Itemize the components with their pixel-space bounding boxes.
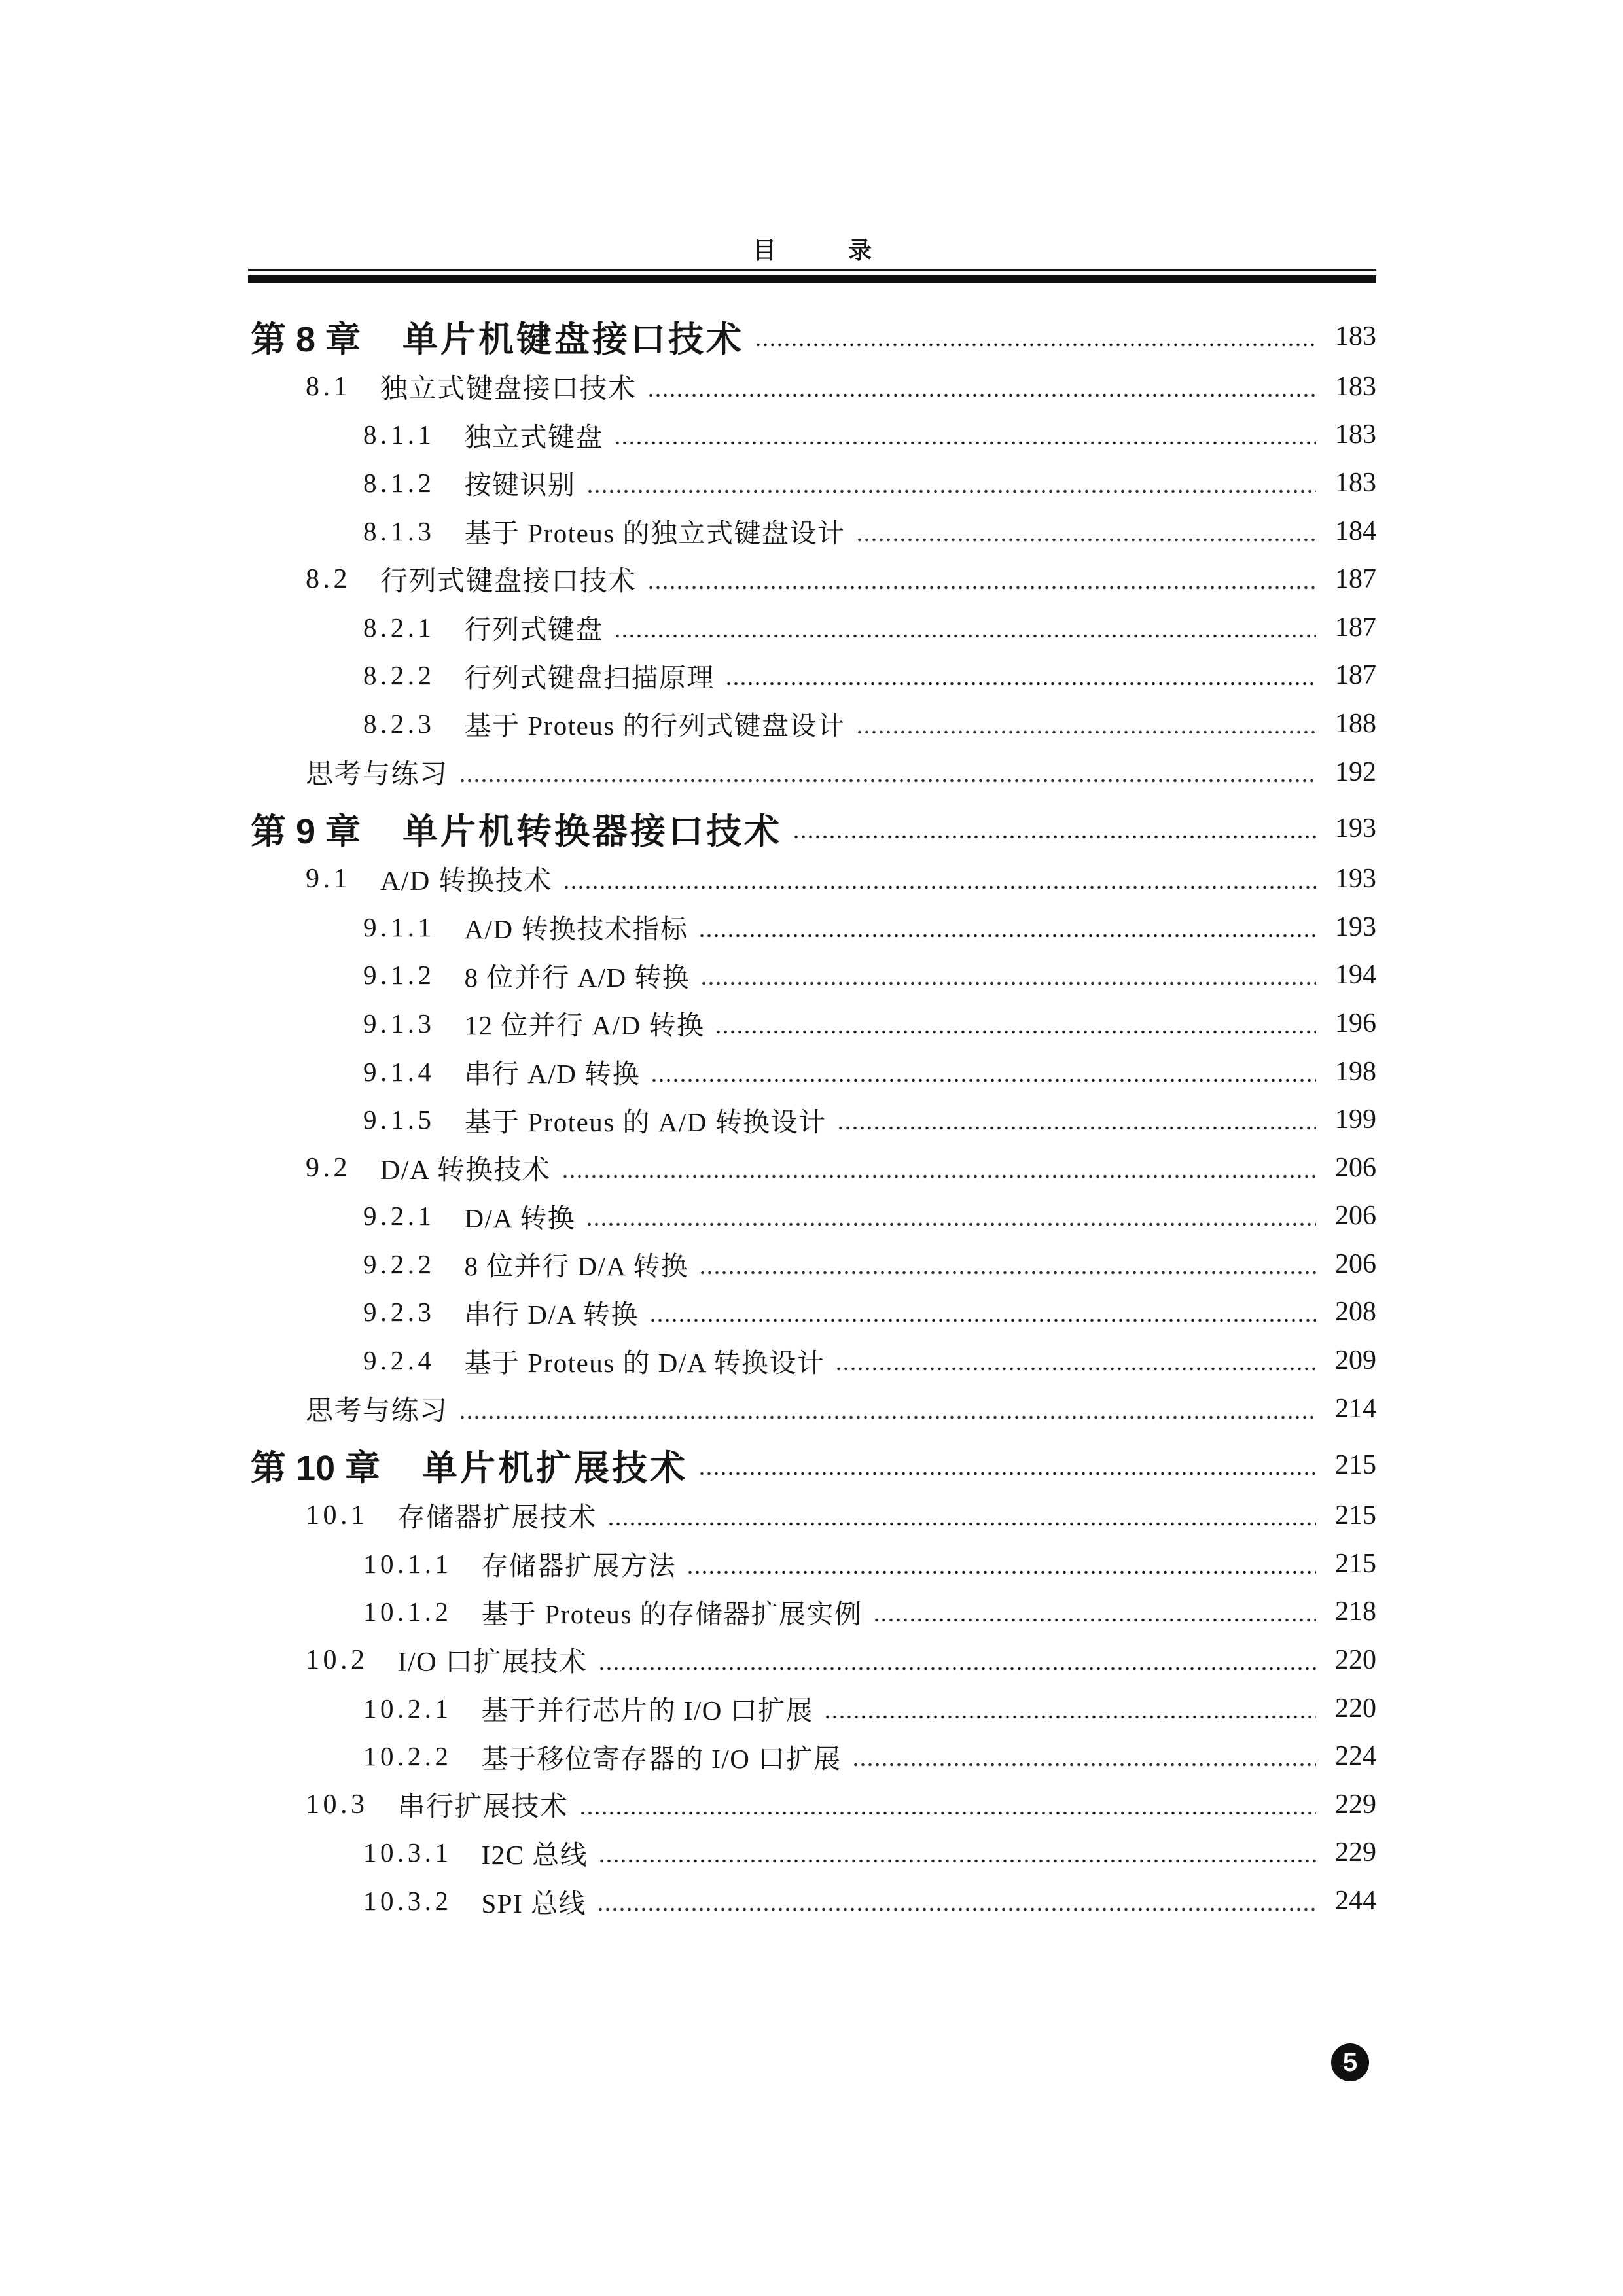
toc-section-8-1 bbox=[251, 362, 1376, 411]
dot-leader bbox=[852, 1743, 1316, 1769]
toc-entry-page: 206 bbox=[1335, 1248, 1376, 1279]
toc-exercises-9 bbox=[251, 1385, 1376, 1433]
toc-entry-page: 224 bbox=[1335, 1741, 1376, 1772]
toc-entry-page: 196 bbox=[1335, 1008, 1376, 1038]
toc-entry-number: 9.1.4 bbox=[363, 1056, 435, 1087]
toc-subsection-10-2-2 bbox=[251, 1732, 1376, 1780]
page-header-title: 目 录 bbox=[752, 237, 904, 264]
toc-entry-number: 9.1 bbox=[306, 864, 351, 894]
toc-entry-page: 188 bbox=[1335, 708, 1376, 739]
toc-entry-title: 串行 D/A 转换 bbox=[464, 1299, 639, 1330]
toc-entry-page: 187 bbox=[1335, 612, 1376, 643]
toc-subsection-8-2-3 bbox=[251, 699, 1376, 748]
dot-leader bbox=[687, 1551, 1316, 1577]
dot-leader bbox=[586, 470, 1317, 496]
toc-chapter-10 bbox=[251, 1439, 1376, 1491]
toc-section-8-2 bbox=[251, 555, 1376, 603]
dot-leader bbox=[614, 421, 1316, 448]
toc-entry-page: 193 bbox=[1335, 813, 1376, 844]
dot-leader bbox=[725, 662, 1316, 688]
toc-chapter-9 bbox=[251, 802, 1376, 855]
toc-subsection-8-2-1 bbox=[251, 603, 1376, 652]
toc-entry-title: A/D 转换技术 bbox=[380, 866, 552, 897]
toc-entry-number: 第 8 章 bbox=[251, 319, 361, 359]
dot-leader bbox=[755, 323, 1316, 349]
toc-entry-number: 10.3.2 bbox=[363, 1886, 452, 1916]
dot-leader bbox=[651, 1059, 1316, 1085]
toc-entry-page: 183 bbox=[1335, 419, 1376, 450]
toc-entry-number: 10.2 bbox=[306, 1645, 368, 1676]
toc-entry-number: 9.2.3 bbox=[363, 1297, 435, 1328]
toc-entry-title: A/D 转换技术指标 bbox=[464, 914, 688, 945]
toc-entry-number: 第 9 章 bbox=[251, 811, 361, 851]
toc-entry-number: 10.2.2 bbox=[363, 1741, 452, 1772]
toc-subsection-10-1-2 bbox=[251, 1588, 1376, 1636]
toc-entry-number: 9.2.4 bbox=[363, 1345, 435, 1376]
toc-entry-title: 独立式键盘接口技术 bbox=[380, 374, 637, 404]
dot-leader bbox=[563, 866, 1316, 892]
dot-leader bbox=[856, 711, 1317, 737]
toc-entry-page: 184 bbox=[1335, 516, 1376, 546]
toc-entry-page: 220 bbox=[1335, 1693, 1376, 1723]
toc-entry-page: 183 bbox=[1335, 467, 1376, 498]
toc-entry-title: I/O 口扩展技术 bbox=[397, 1648, 588, 1678]
toc-entry-title: 行列式键盘接口技术 bbox=[380, 567, 637, 597]
toc-entry-number: 9.1.2 bbox=[363, 960, 435, 991]
dot-leader bbox=[824, 1695, 1316, 1722]
dot-leader bbox=[647, 566, 1316, 592]
toc-entry-title: 行列式键盘扫描原理 bbox=[464, 662, 715, 693]
toc-entry-number: 8.1.3 bbox=[363, 516, 435, 546]
toc-entry-page: 193 bbox=[1335, 911, 1376, 942]
toc-subsection-10-3-2 bbox=[251, 1877, 1376, 1925]
dot-leader bbox=[793, 815, 1316, 841]
toc-entry-title: 基于 Proteus 的 D/A 转换设计 bbox=[464, 1347, 825, 1378]
dot-leader bbox=[837, 1106, 1316, 1133]
toc-entry-number: 8.2.2 bbox=[363, 660, 435, 691]
toc-entry-page: 214 bbox=[1335, 1393, 1376, 1424]
toc-subsection-9-1-2 bbox=[251, 951, 1376, 1000]
dot-leader bbox=[698, 1452, 1316, 1478]
dot-leader bbox=[715, 1010, 1316, 1036]
toc-entry-title: 基于移位寄存器的 I/O 口扩展 bbox=[481, 1743, 842, 1774]
toc-subsection-9-2-4 bbox=[251, 1336, 1376, 1385]
toc-entry-number: 8.2.3 bbox=[363, 708, 435, 739]
dot-leader bbox=[459, 1396, 1316, 1422]
toc-entry-title: 串行 A/D 转换 bbox=[464, 1059, 641, 1089]
toc-entry-number: 9.2.1 bbox=[363, 1201, 435, 1231]
toc-entry-number: 9.2.2 bbox=[363, 1248, 435, 1279]
page-number-badge: 5 bbox=[1331, 2043, 1369, 2081]
toc-subsection-9-2-1 bbox=[251, 1192, 1376, 1241]
toc-subsection-8-1-2 bbox=[251, 459, 1376, 507]
toc-subsection-9-2-3 bbox=[251, 1288, 1376, 1337]
toc-entry-title: 基于 Proteus 的 A/D 转换设计 bbox=[464, 1106, 827, 1137]
header-rule-thick bbox=[248, 275, 1376, 283]
toc-entry-page: 208 bbox=[1335, 1297, 1376, 1328]
toc-section-10-1 bbox=[251, 1491, 1376, 1540]
toc-entry-page: 215 bbox=[1335, 1548, 1376, 1579]
toc-chapter-8 bbox=[251, 310, 1376, 362]
toc-entry-page: 209 bbox=[1335, 1345, 1376, 1376]
toc-entry-number: 第 10 章 bbox=[251, 1448, 381, 1488]
dot-leader bbox=[579, 1792, 1316, 1818]
dot-leader bbox=[607, 1502, 1316, 1528]
toc-entry-title: 存储器扩展技术 bbox=[397, 1503, 597, 1534]
dot-leader bbox=[699, 1251, 1316, 1277]
toc-subsection-9-1-1 bbox=[251, 903, 1376, 951]
toc-entry-title: 单片机键盘接口技术 bbox=[402, 319, 745, 359]
toc-subsection-8-2-2 bbox=[251, 652, 1376, 700]
toc-exercises-8 bbox=[251, 748, 1376, 796]
toc-entry-number: 10.3 bbox=[306, 1789, 368, 1820]
toc-entry-page: 183 bbox=[1335, 371, 1376, 402]
toc-entry-page: 220 bbox=[1335, 1645, 1376, 1676]
toc-entry-title: 基于并行芯片的 I/O 口扩展 bbox=[481, 1695, 814, 1726]
toc-entry-page: 187 bbox=[1335, 660, 1376, 691]
toc-section-9-2 bbox=[251, 1144, 1376, 1192]
dot-leader bbox=[698, 914, 1316, 940]
toc-entry-page: 229 bbox=[1335, 1837, 1376, 1868]
table-of-contents bbox=[251, 310, 1376, 1925]
toc-subsection-10-2-1 bbox=[251, 1684, 1376, 1733]
toc-entry-title: 基于 Proteus 的存储器扩展实例 bbox=[481, 1598, 863, 1629]
toc-entry-page: 206 bbox=[1335, 1152, 1376, 1183]
toc-entry-page: 187 bbox=[1335, 564, 1376, 595]
toc-entry-title: 思考与练习 bbox=[306, 759, 448, 790]
dot-leader bbox=[649, 1299, 1316, 1325]
toc-subsection-9-2-2 bbox=[251, 1240, 1376, 1288]
toc-subsection-8-1-3 bbox=[251, 507, 1376, 556]
toc-entry-title: 基于 Proteus 的行列式键盘设计 bbox=[464, 711, 846, 741]
dot-leader bbox=[873, 1598, 1317, 1625]
toc-subsection-9-1-5 bbox=[251, 1095, 1376, 1144]
toc-entry-title: 8 位并行 D/A 转换 bbox=[464, 1251, 689, 1282]
toc-section-10-2 bbox=[251, 1636, 1376, 1684]
dot-leader bbox=[562, 1155, 1316, 1181]
toc-subsection-10-1-1 bbox=[251, 1540, 1376, 1588]
toc-entry-title: D/A 转换技术 bbox=[380, 1155, 551, 1186]
toc-entry-page: 194 bbox=[1335, 960, 1376, 991]
toc-entry-page: 199 bbox=[1335, 1104, 1376, 1135]
toc-subsection-9-1-4 bbox=[251, 1048, 1376, 1096]
toc-entry-number: 10.1 bbox=[306, 1500, 368, 1531]
dot-leader bbox=[856, 518, 1317, 544]
toc-entry-page: 218 bbox=[1335, 1597, 1376, 1627]
toc-entry-title: 按键识别 bbox=[464, 470, 576, 501]
toc-entry-title: 思考与练习 bbox=[306, 1396, 448, 1426]
dot-leader bbox=[835, 1347, 1316, 1373]
toc-entry-title: 串行扩展技术 bbox=[397, 1792, 569, 1822]
toc-entry-number: 8.1.2 bbox=[363, 467, 435, 498]
toc-entry-title: SPI 总线 bbox=[481, 1888, 587, 1918]
dot-leader bbox=[597, 1888, 1316, 1914]
toc-section-9-1 bbox=[251, 855, 1376, 903]
toc-entry-number: 10.2.1 bbox=[363, 1693, 452, 1723]
dot-leader bbox=[647, 374, 1316, 400]
toc-entry-title: I2C 总线 bbox=[481, 1839, 588, 1870]
toc-entry-title: 独立式键盘 bbox=[464, 421, 603, 452]
toc-entry-number: 8.1 bbox=[306, 371, 351, 402]
dot-leader bbox=[598, 1647, 1317, 1673]
toc-entry-number: 9.2 bbox=[306, 1152, 351, 1183]
toc-entry-title: 12 位并行 A/D 转换 bbox=[464, 1010, 705, 1041]
toc-entry-title: 单片机扩展技术 bbox=[422, 1448, 688, 1488]
dot-leader bbox=[598, 1839, 1316, 1865]
toc-entry-page: 206 bbox=[1335, 1201, 1376, 1231]
toc-entry-title: 行列式键盘 bbox=[464, 614, 603, 645]
toc-entry-title: D/A 转换 bbox=[464, 1203, 576, 1233]
toc-entry-number: 9.1.1 bbox=[363, 911, 435, 942]
toc-entry-page: 183 bbox=[1335, 321, 1376, 351]
toc-subsection-8-1-1 bbox=[251, 411, 1376, 459]
header-rule-thin bbox=[248, 269, 1376, 271]
toc-entry-page: 192 bbox=[1335, 756, 1376, 787]
toc-entry-page: 215 bbox=[1335, 1500, 1376, 1531]
toc-entry-page: 244 bbox=[1335, 1886, 1376, 1916]
toc-entry-page: 193 bbox=[1335, 864, 1376, 894]
dot-leader bbox=[614, 614, 1316, 641]
toc-entry-page: 198 bbox=[1335, 1056, 1376, 1087]
toc-subsection-9-1-3 bbox=[251, 999, 1376, 1048]
dot-leader bbox=[586, 1203, 1316, 1229]
toc-entry-number: 8.1.1 bbox=[363, 419, 435, 450]
toc-entry-number: 9.1.3 bbox=[363, 1008, 435, 1038]
toc-entry-number: 10.1.1 bbox=[363, 1548, 452, 1579]
toc-subsection-10-3-1 bbox=[251, 1829, 1376, 1877]
toc-section-10-3 bbox=[251, 1780, 1376, 1829]
toc-entry-title: 8 位并行 A/D 转换 bbox=[464, 962, 690, 993]
toc-entry-title: 基于 Proteus 的独立式键盘设计 bbox=[464, 518, 846, 549]
toc-entry-number: 10.1.2 bbox=[363, 1597, 452, 1627]
toc-entry-page: 229 bbox=[1335, 1789, 1376, 1820]
toc-entry-title: 存储器扩展方法 bbox=[481, 1551, 676, 1581]
toc-entry-number: 10.3.1 bbox=[363, 1837, 452, 1868]
toc-entry-number: 8.2.1 bbox=[363, 612, 435, 643]
dot-leader bbox=[459, 759, 1316, 785]
toc-entry-title: 单片机转换器接口技术 bbox=[402, 811, 783, 851]
toc-entry-page: 215 bbox=[1335, 1450, 1376, 1481]
toc-entry-number: 8.2 bbox=[306, 564, 351, 595]
toc-entry-number: 9.1.5 bbox=[363, 1104, 435, 1135]
dot-leader bbox=[700, 962, 1316, 988]
